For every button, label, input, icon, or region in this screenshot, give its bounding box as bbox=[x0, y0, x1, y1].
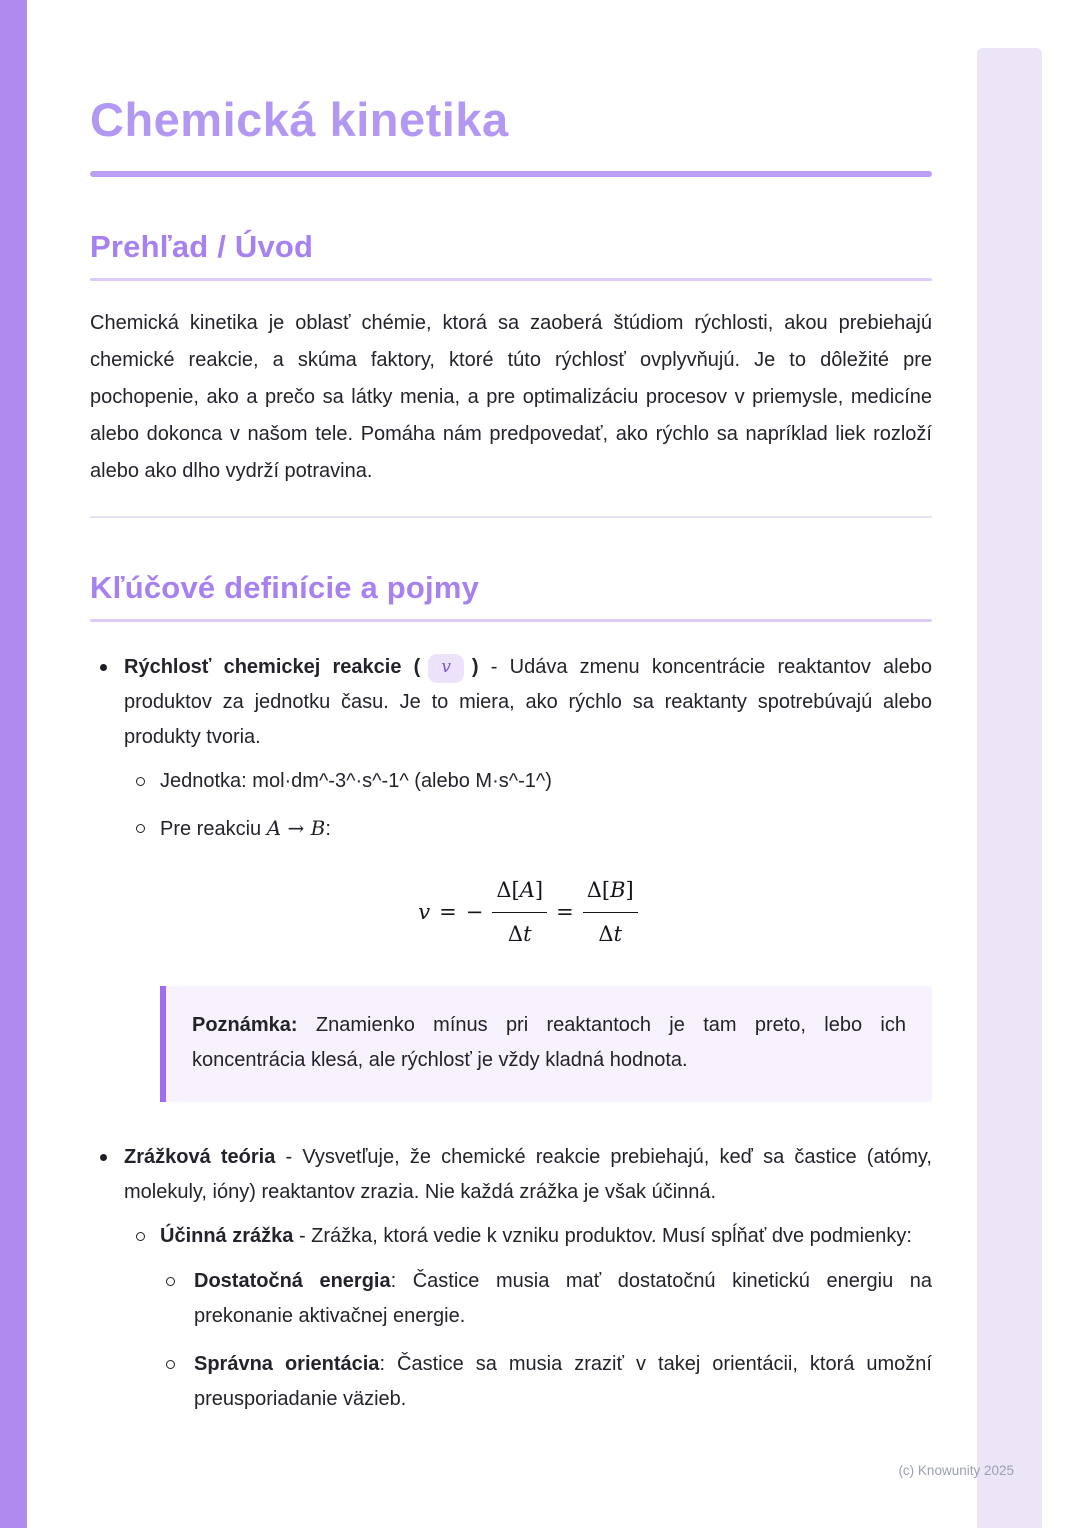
list-item-orientation bbox=[160, 1347, 932, 1417]
note-label: Poznámka: bbox=[192, 1013, 298, 1036]
fraction-a-numerator bbox=[492, 873, 547, 913]
delta-symbol: Δ bbox=[507, 921, 524, 946]
effective-sublist bbox=[160, 1264, 932, 1417]
page-title: Chemická kinetika bbox=[90, 93, 509, 146]
definitions-heading: Kľúčové definície a pojmy bbox=[90, 569, 480, 605]
rate-term-bold: Rýchlosť chemickej reakcie ( bbox=[124, 655, 421, 678]
formula-minus: − bbox=[465, 899, 484, 924]
overview-paragraph: Chemická kinetika je oblasť chémie, ktorá sa zaoberá štúdiom rýchlosti, akou prebiehajú chemické reakcie, a skúma faktory, ktoré túto rýchlosť ovplyvňujú. Je to dôležité pre pochopenie, ako a prečo sa látky menia, a pre optimalizáciu procesov v priemysle, medicíne alebo dokonca v našom tele. Pomáha nám predpovedať, ako rýchlo sa napríklad liek rozloží alebo ako dlho vydrží potravina. bbox=[90, 311, 932, 482]
orientation-description: : Častice sa musia zraziť v takej orientácii, ktorá umožní preusporiadanie väzieb. bbox=[194, 1352, 932, 1410]
rate-description: - Udáva zmenu koncentrácie reaktantov alebo produktov za jednotku času. Je to miera, ako rýchlo sa reaktanty spotrebúvajú alebo produkty tvoria. bbox=[124, 655, 932, 748]
formula-fraction-b bbox=[583, 873, 638, 952]
overview-heading: Prehľad / Úvod bbox=[90, 228, 314, 264]
title-underline bbox=[90, 171, 932, 177]
formula-equals: = bbox=[439, 899, 457, 924]
right-margin-strip bbox=[977, 48, 1042, 1528]
fraction-b-numerator bbox=[583, 873, 638, 913]
formula-var-t: t bbox=[523, 921, 532, 946]
list-item-reaction bbox=[124, 811, 932, 847]
unit-text: Jednotka: mol·dm^-3^·s^-1^ (alebo M·s^-1^) bbox=[160, 769, 552, 792]
reaction-var-b: B bbox=[310, 815, 326, 840]
effective-term-bold: Účinná zrážka bbox=[160, 1224, 294, 1247]
delta-symbol: Δ bbox=[496, 877, 512, 902]
list-item-energy bbox=[160, 1264, 932, 1334]
left-bracket: [ bbox=[601, 877, 611, 902]
rate-formula bbox=[124, 873, 932, 952]
right-bracket: ] bbox=[625, 877, 634, 902]
collision-term-bold: Zrážková teória bbox=[124, 1145, 276, 1168]
overview-heading-rule bbox=[90, 278, 932, 281]
fraction-a-denominator bbox=[508, 913, 532, 952]
note-text: Znamienko mínus pri reaktantoch je tam preto, lebo ich koncentrácia klesá, ale rýchlosť je vždy kladná hodnota. bbox=[192, 1013, 906, 1071]
variable-pill bbox=[428, 654, 464, 683]
section-divider bbox=[90, 516, 932, 518]
reaction-var-a: A bbox=[266, 815, 282, 840]
reaction-arrow: → bbox=[281, 815, 311, 840]
rate-sublist bbox=[124, 764, 932, 847]
delta-symbol: Δ bbox=[586, 877, 602, 902]
collision-sublist bbox=[124, 1219, 932, 1417]
formula-var-a: A bbox=[519, 877, 535, 902]
formula-fraction-a bbox=[492, 873, 547, 952]
formula-var-t: t bbox=[613, 921, 623, 946]
rate-term-close: ) bbox=[471, 655, 479, 678]
list-item-effective-collision bbox=[124, 1219, 932, 1417]
orientation-term-bold: Správna orientácia bbox=[194, 1352, 380, 1375]
list-item-unit bbox=[124, 764, 932, 799]
definitions-heading-rule bbox=[90, 619, 932, 622]
fraction-b-denominator bbox=[598, 913, 622, 952]
list-item-reaction-rate bbox=[90, 650, 932, 1102]
reaction-colon: : bbox=[325, 817, 331, 840]
formula-equals-2: = bbox=[556, 899, 574, 924]
copyright-text: (c) Knowunity 2025 bbox=[898, 1463, 1014, 1478]
formula-v: v bbox=[418, 899, 431, 924]
note-callout bbox=[160, 986, 932, 1102]
right-bracket: ] bbox=[534, 877, 544, 902]
effective-description: - Zrážka, ktorá vedie k vzniku produktov. Musí spĺňať dve podmienky: bbox=[293, 1224, 912, 1247]
left-accent-stripe bbox=[0, 0, 27, 1528]
delta-symbol: Δ bbox=[598, 921, 614, 946]
content-area bbox=[90, 0, 932, 1417]
left-bracket: [ bbox=[511, 877, 520, 902]
formula-var-b: B bbox=[610, 877, 626, 902]
reaction-prefix: Pre reakciu bbox=[160, 817, 267, 840]
energy-term-bold: Dostatočná energia bbox=[194, 1269, 391, 1292]
list-item-collision-theory bbox=[90, 1140, 932, 1417]
variable-v: v bbox=[441, 656, 451, 677]
collision-description: - Vysvetľuje, že chemické reakcie prebiehajú, keď sa častice (atómy, molekuly, ióny) reaktantov zrazia. Nie každá zrážka je však účinná. bbox=[124, 1145, 932, 1203]
definitions-list bbox=[90, 650, 932, 1417]
energy-description: : Častice musia mať dostatočnú kinetickú energiu na prekonanie aktivačnej energie. bbox=[194, 1269, 932, 1327]
